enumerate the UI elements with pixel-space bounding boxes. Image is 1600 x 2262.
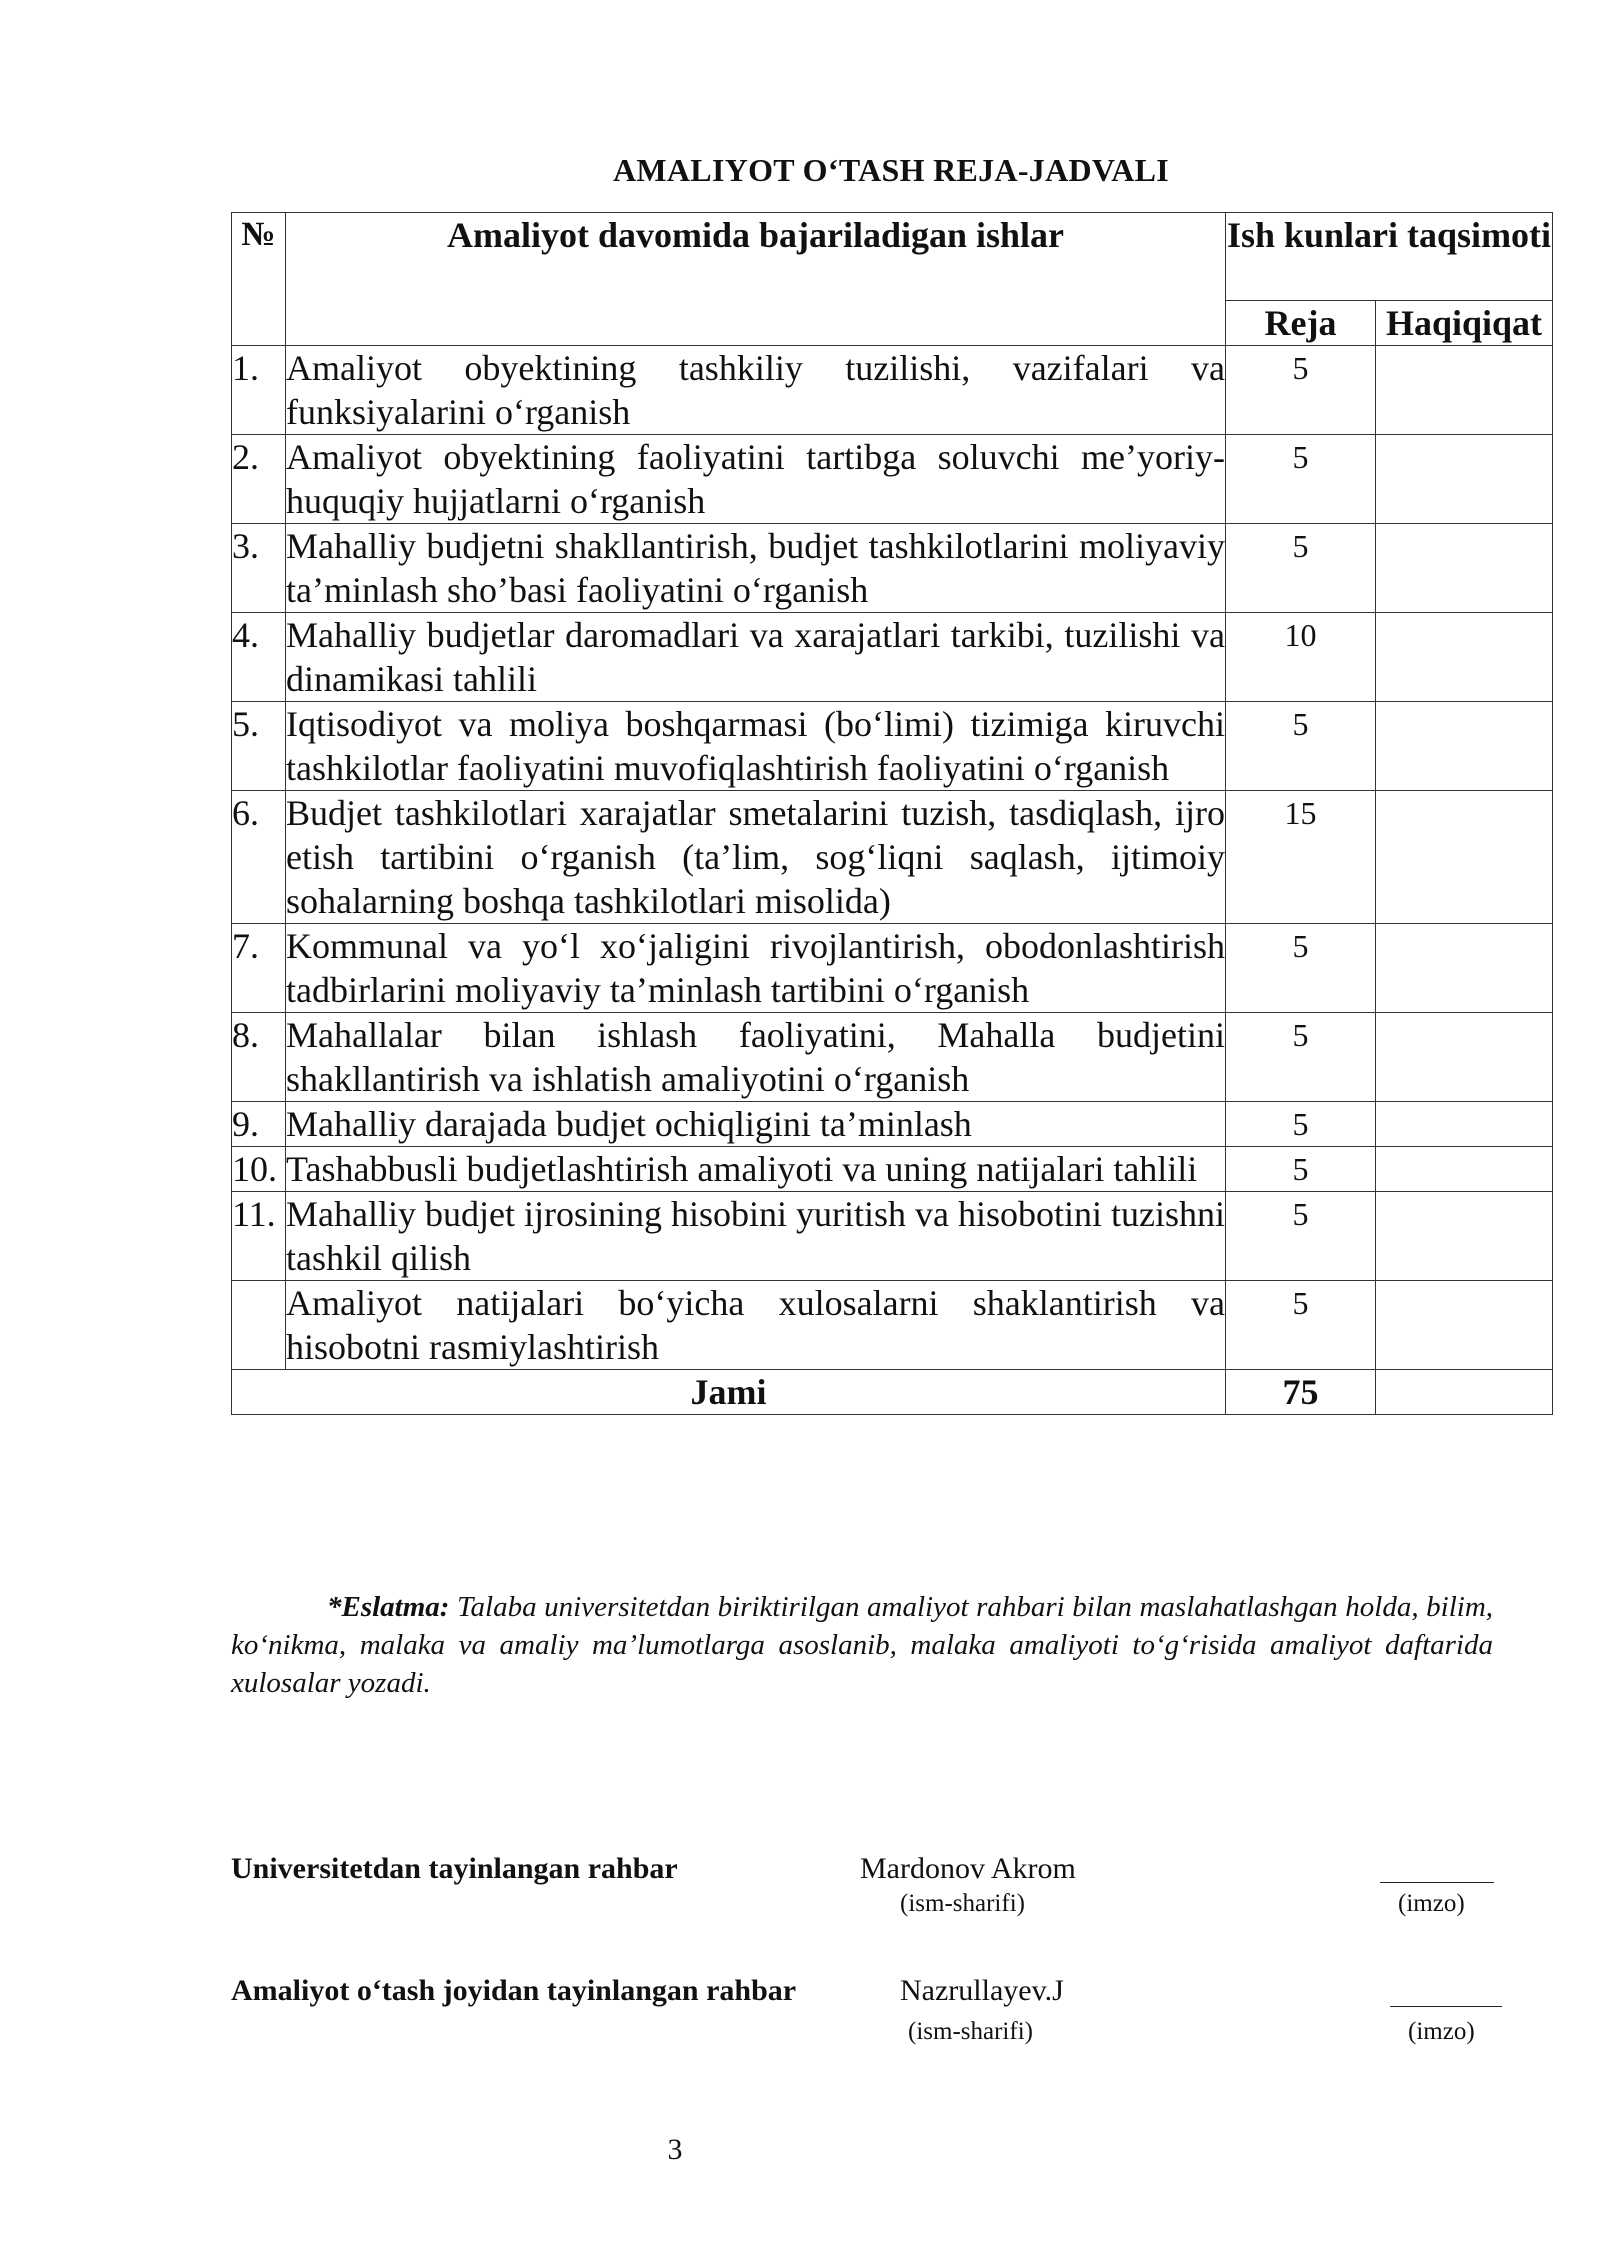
- table-row: [232, 613, 1553, 702]
- row-actual-days: [1376, 346, 1553, 435]
- row-plan-days: 5: [1226, 702, 1376, 791]
- row-plan-days: 5: [1226, 1281, 1376, 1370]
- row-number: [232, 1281, 286, 1370]
- signature-name-university: Mardonov Akrom: [860, 1852, 1076, 1885]
- row-number: 2.: [232, 435, 286, 524]
- header-number: №: [232, 213, 286, 346]
- row-number: 1.: [232, 346, 286, 435]
- note-label: *Eslatma:: [327, 1591, 450, 1623]
- row-plan-days: 5: [1226, 924, 1376, 1013]
- row-task: Mahalliy darajada budjet ochiqligini ta’minlash: [286, 1102, 1226, 1147]
- practice-plan-table: [231, 212, 1553, 1415]
- table-row: [232, 435, 1553, 524]
- row-number: 11.: [232, 1192, 286, 1281]
- row-actual-days: [1376, 613, 1553, 702]
- total-plan-days: 75: [1226, 1370, 1376, 1415]
- row-plan-days: 5: [1226, 1102, 1376, 1147]
- total-actual-days: [1376, 1370, 1553, 1415]
- row-number: 4.: [232, 613, 286, 702]
- table-row: [232, 924, 1553, 1013]
- row-task: Mahalliy budjetni shakllantirish, budjet tashkilotlarini moliyaviy ta’minlash sho’basi faoliyatini o‘rganish: [286, 524, 1226, 613]
- row-task: Mahallalar bilan ishlash faoliyatini, Mahalla budjetini shakllantirish va ishlatish amaliyotini o‘rganish: [286, 1013, 1226, 1102]
- row-number: 3.: [232, 524, 286, 613]
- header-plan: Reja: [1226, 301, 1376, 346]
- note-text: Talaba universitetdan biriktirilgan amaliyot rahbari bilan maslahatlashgan holda, bilim, ko‘nikma, malaka va amaliy ma’lumotlarga asoslanib, malaka amaliyoti to‘g‘risida amaliyot daftarida xulosalar yozadi.: [231, 1591, 1494, 1699]
- row-task: Tashabbusli budjetlashtirish amaliyoti va uning natijalari tahlili: [286, 1147, 1226, 1192]
- table-row: [232, 1147, 1553, 1192]
- total-row: [232, 1370, 1553, 1415]
- row-actual-days: [1376, 1013, 1553, 1102]
- row-actual-days: [1376, 924, 1553, 1013]
- table-row: [232, 791, 1553, 924]
- row-number: 10.: [232, 1147, 286, 1192]
- header-days: Ish kunlari taqsimoti: [1226, 213, 1553, 301]
- row-plan-days: 5: [1226, 524, 1376, 613]
- row-plan-days: 10: [1226, 613, 1376, 702]
- note: [231, 1588, 1493, 1702]
- name-caption-university: (ism-sharifi): [900, 1890, 1025, 1917]
- row-plan-days: 5: [1226, 1147, 1376, 1192]
- table-row: [232, 1102, 1553, 1147]
- signature-name-workplace: Nazrullayev.J: [900, 1974, 1064, 2007]
- row-plan-days: 5: [1226, 1013, 1376, 1102]
- row-task: Amaliyot obyektining faoliyatini tartibga soluvchi me’yoriy-huquqiy hujjatlarni o‘rganish: [286, 435, 1226, 524]
- row-actual-days: [1376, 791, 1553, 924]
- table-row: [232, 1013, 1553, 1102]
- page-number: 3: [667, 2133, 683, 2166]
- row-actual-days: [1376, 524, 1553, 613]
- row-plan-days: 15: [1226, 791, 1376, 924]
- row-plan-days: 5: [1226, 346, 1376, 435]
- row-number: 8.: [232, 1013, 286, 1102]
- row-task: Mahalliy budjetlar daromadlari va xarajatlari tarkibi, tuzilishi va dinamikasi tahlili: [286, 613, 1226, 702]
- signature-role-university: Universitetdan tayinlangan rahbar: [231, 1852, 678, 1885]
- total-label: Jami: [232, 1370, 1226, 1415]
- row-actual-days: [1376, 435, 1553, 524]
- table-row: [232, 346, 1553, 435]
- row-number: 9.: [232, 1102, 286, 1147]
- sign-caption-university: (imzo): [1398, 1890, 1465, 1917]
- header-actual: Haqiqiqat: [1376, 301, 1553, 346]
- row-number: 6.: [232, 791, 286, 924]
- row-actual-days: [1376, 1147, 1553, 1192]
- row-task: Mahalliy budjet ijrosining hisobini yuritish va hisobotini tuzishni tashkil qilish: [286, 1192, 1226, 1281]
- table-row: [232, 524, 1553, 613]
- header-work: Amaliyot davomida bajariladigan ishlar: [286, 213, 1226, 346]
- row-plan-days: 5: [1226, 435, 1376, 524]
- table-row: [232, 702, 1553, 791]
- name-caption-workplace: (ism-sharifi): [908, 2018, 1033, 2045]
- table-row: [232, 1192, 1553, 1281]
- row-task: Amaliyot natijalari bo‘yicha xulosalarni shaklantirish va hisobotni rasmiylashtirish: [286, 1281, 1226, 1370]
- table-row: [232, 1281, 1553, 1370]
- row-plan-days: 5: [1226, 1192, 1376, 1281]
- row-number: 7.: [232, 924, 286, 1013]
- row-actual-days: [1376, 1281, 1553, 1370]
- signature-role-workplace: Amaliyot o‘tash joyidan tayinlangan rahbar: [231, 1974, 797, 2007]
- row-task: Budjet tashkilotlari xarajatlar smetalarini tuzish, tasdiqlash, ijro etish tartibini o‘rganish (ta’lim, sog‘liqni saqlash, ijtimoiy sohalarning boshqa tashkilotlari misolida): [286, 791, 1226, 924]
- page-title: AMALIYOT O‘TASH REJA-JADVALI: [612, 152, 1170, 188]
- signature-line-university: [1380, 1882, 1494, 1883]
- signature-line-workplace: [1390, 2006, 1502, 2007]
- row-task: Kommunal va yo‘l xo‘jaligini rivojlantirish, obodonlashtirish tadbirlarini moliyaviy ta’minlash tartibini o‘rganish: [286, 924, 1226, 1013]
- row-task: Amaliyot obyektining tashkiliy tuzilishi, vazifalari va funksiyalarini o‘rganish: [286, 346, 1226, 435]
- row-number: 5.: [232, 702, 286, 791]
- row-actual-days: [1376, 1102, 1553, 1147]
- sign-caption-workplace: (imzo): [1408, 2018, 1475, 2045]
- row-actual-days: [1376, 702, 1553, 791]
- row-task: Iqtisodiyot va moliya boshqarmasi (bo‘limi) tizimiga kiruvchi tashkilotlar faoliyatini muvofiqlashtirish faoliyatini o‘rganish: [286, 702, 1226, 791]
- row-actual-days: [1376, 1192, 1553, 1281]
